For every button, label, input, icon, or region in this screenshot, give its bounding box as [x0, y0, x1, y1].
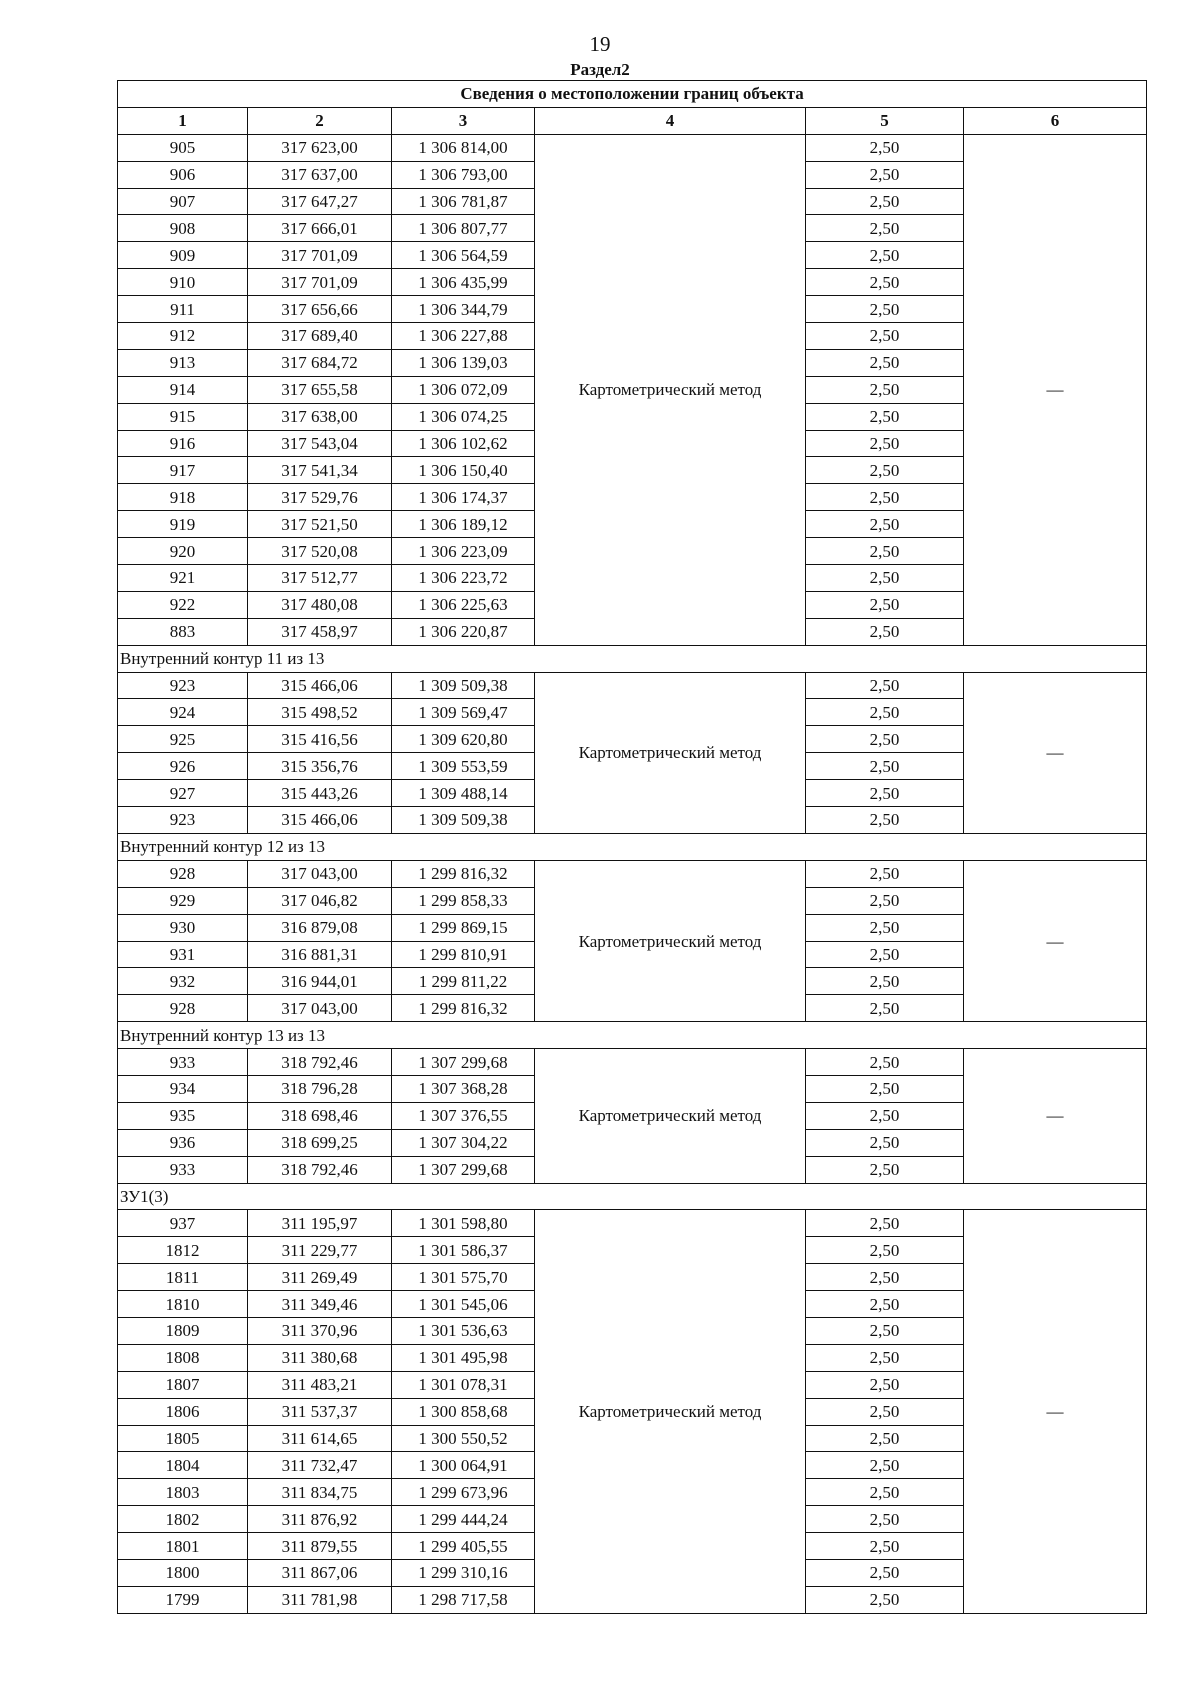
y-coordinate-cell: 1 307 304,22 [392, 1129, 535, 1156]
table-caption-row [118, 81, 1147, 108]
point-number-cell: 933 [118, 1156, 248, 1183]
point-number-cell: 1812 [118, 1237, 248, 1264]
table-body [118, 134, 1147, 1613]
point-number-cell: 1800 [118, 1559, 248, 1586]
accuracy-cell: 2,50 [806, 1129, 964, 1156]
point-number-cell: 906 [118, 161, 248, 188]
accuracy-cell: 2,50 [806, 968, 964, 995]
x-coordinate-cell: 317 623,00 [248, 134, 392, 161]
accuracy-cell: 2,50 [806, 134, 964, 161]
accuracy-cell: 2,50 [806, 780, 964, 807]
column-header-2: 2 [248, 107, 392, 134]
y-coordinate-cell: 1 307 368,28 [392, 1075, 535, 1102]
y-coordinate-cell: 1 309 569,47 [392, 699, 535, 726]
accuracy-cell: 2,50 [806, 1291, 964, 1318]
accuracy-cell: 2,50 [806, 672, 964, 699]
point-number-cell: 921 [118, 565, 248, 592]
y-coordinate-cell: 1 306 814,00 [392, 134, 535, 161]
y-coordinate-cell: 1 306 225,63 [392, 591, 535, 618]
point-number-cell: 1811 [118, 1264, 248, 1291]
accuracy-cell: 2,50 [806, 995, 964, 1022]
x-coordinate-cell: 311 483,21 [248, 1371, 392, 1398]
point-number-cell: 933 [118, 1049, 248, 1076]
point-number-cell: 918 [118, 484, 248, 511]
table-row [118, 860, 1147, 887]
x-coordinate-cell: 311 537,37 [248, 1398, 392, 1425]
y-coordinate-cell: 1 309 620,80 [392, 726, 535, 753]
point-number-cell: 926 [118, 753, 248, 780]
x-coordinate-cell: 317 543,04 [248, 430, 392, 457]
method-cell: Картометрический метод [535, 860, 806, 1021]
x-coordinate-cell: 317 046,82 [248, 887, 392, 914]
y-coordinate-cell: 1 307 376,55 [392, 1102, 535, 1129]
note-cell: — [964, 1210, 1147, 1613]
x-coordinate-cell: 315 416,56 [248, 726, 392, 753]
accuracy-cell: 2,50 [806, 1452, 964, 1479]
method-cell: Картометрический метод [535, 1049, 806, 1183]
method-cell: Картометрический метод [535, 672, 806, 833]
y-coordinate-cell: 1 306 150,40 [392, 457, 535, 484]
accuracy-cell: 2,50 [806, 296, 964, 323]
point-number-cell: 1806 [118, 1398, 248, 1425]
point-number-cell: 922 [118, 591, 248, 618]
point-number-cell: 908 [118, 215, 248, 242]
y-coordinate-cell: 1 299 405,55 [392, 1533, 535, 1560]
x-coordinate-cell: 317 541,34 [248, 457, 392, 484]
y-coordinate-cell: 1 306 223,09 [392, 538, 535, 565]
accuracy-cell: 2,50 [806, 860, 964, 887]
contour-label: Внутренний контур 13 из 13 [118, 1022, 1147, 1049]
accuracy-cell: 2,50 [806, 161, 964, 188]
x-coordinate-cell: 317 043,00 [248, 995, 392, 1022]
accuracy-cell: 2,50 [806, 618, 964, 645]
x-coordinate-cell: 315 466,06 [248, 672, 392, 699]
note-cell: — [964, 134, 1147, 645]
accuracy-cell: 2,50 [806, 1344, 964, 1371]
x-coordinate-cell: 317 701,09 [248, 242, 392, 269]
accuracy-cell: 2,50 [806, 807, 964, 834]
contour-label-row [118, 1022, 1147, 1049]
point-number-cell: 925 [118, 726, 248, 753]
note-cell: — [964, 672, 1147, 833]
point-number-cell: 923 [118, 807, 248, 834]
accuracy-cell: 2,50 [806, 538, 964, 565]
point-number-cell: 928 [118, 860, 248, 887]
x-coordinate-cell: 317 512,77 [248, 565, 392, 592]
table-row [118, 1049, 1147, 1076]
point-number-cell: 1799 [118, 1586, 248, 1613]
column-header-5: 5 [806, 107, 964, 134]
accuracy-cell: 2,50 [806, 726, 964, 753]
x-coordinate-cell: 311 229,77 [248, 1237, 392, 1264]
column-header-1: 1 [118, 107, 248, 134]
accuracy-cell: 2,50 [806, 376, 964, 403]
accuracy-cell: 2,50 [806, 941, 964, 968]
x-coordinate-cell: 317 521,50 [248, 511, 392, 538]
contour-label: Внутренний контур 11 из 13 [118, 645, 1147, 672]
y-coordinate-cell: 1 301 598,80 [392, 1210, 535, 1237]
point-number-cell: 932 [118, 968, 248, 995]
accuracy-cell: 2,50 [806, 349, 964, 376]
x-coordinate-cell: 311 781,98 [248, 1586, 392, 1613]
point-number-cell: 920 [118, 538, 248, 565]
point-number-cell: 910 [118, 269, 248, 296]
accuracy-cell: 2,50 [806, 1479, 964, 1506]
accuracy-cell: 2,50 [806, 511, 964, 538]
y-coordinate-cell: 1 301 586,37 [392, 1237, 535, 1264]
x-coordinate-cell: 315 356,76 [248, 753, 392, 780]
accuracy-cell: 2,50 [806, 1506, 964, 1533]
x-coordinate-cell: 311 195,97 [248, 1210, 392, 1237]
accuracy-cell: 2,50 [806, 1533, 964, 1560]
y-coordinate-cell: 1 299 810,91 [392, 941, 535, 968]
x-coordinate-cell: 311 876,92 [248, 1506, 392, 1533]
point-number-cell: 1808 [118, 1344, 248, 1371]
boundary-coordinates-table [117, 80, 1147, 1614]
point-number-cell: 912 [118, 323, 248, 350]
column-header-6: 6 [964, 107, 1147, 134]
x-coordinate-cell: 318 792,46 [248, 1049, 392, 1076]
table-caption: Сведения о местоположении границ объекта [118, 81, 1147, 108]
accuracy-cell: 2,50 [806, 403, 964, 430]
y-coordinate-cell: 1 301 078,31 [392, 1371, 535, 1398]
x-coordinate-cell: 318 699,25 [248, 1129, 392, 1156]
y-coordinate-cell: 1 306 435,99 [392, 269, 535, 296]
point-number-cell: 907 [118, 188, 248, 215]
x-coordinate-cell: 311 349,46 [248, 1291, 392, 1318]
y-coordinate-cell: 1 301 545,06 [392, 1291, 535, 1318]
x-coordinate-cell: 315 466,06 [248, 807, 392, 834]
y-coordinate-cell: 1 306 220,87 [392, 618, 535, 645]
accuracy-cell: 2,50 [806, 699, 964, 726]
point-number-cell: 917 [118, 457, 248, 484]
y-coordinate-cell: 1 306 223,72 [392, 565, 535, 592]
point-number-cell: 1804 [118, 1452, 248, 1479]
point-number-cell: 1809 [118, 1317, 248, 1344]
point-number-cell: 916 [118, 430, 248, 457]
accuracy-cell: 2,50 [806, 430, 964, 457]
y-coordinate-cell: 1 306 189,12 [392, 511, 535, 538]
accuracy-cell: 2,50 [806, 1559, 964, 1586]
y-coordinate-cell: 1 299 811,22 [392, 968, 535, 995]
y-coordinate-cell: 1 301 575,70 [392, 1264, 535, 1291]
accuracy-cell: 2,50 [806, 1156, 964, 1183]
y-coordinate-cell: 1 300 550,52 [392, 1425, 535, 1452]
y-coordinate-cell: 1 306 564,59 [392, 242, 535, 269]
point-number-cell: 935 [118, 1102, 248, 1129]
x-coordinate-cell: 311 834,75 [248, 1479, 392, 1506]
accuracy-cell: 2,50 [806, 1264, 964, 1291]
accuracy-cell: 2,50 [806, 457, 964, 484]
point-number-cell: 919 [118, 511, 248, 538]
x-coordinate-cell: 311 269,49 [248, 1264, 392, 1291]
point-number-cell: 924 [118, 699, 248, 726]
point-number-cell: 931 [118, 941, 248, 968]
accuracy-cell: 2,50 [806, 1317, 964, 1344]
x-coordinate-cell: 317 458,97 [248, 618, 392, 645]
y-coordinate-cell: 1 306 793,00 [392, 161, 535, 188]
y-coordinate-cell: 1 299 816,32 [392, 860, 535, 887]
point-number-cell: 905 [118, 134, 248, 161]
x-coordinate-cell: 317 043,00 [248, 860, 392, 887]
y-coordinate-cell: 1 306 072,09 [392, 376, 535, 403]
point-number-cell: 1805 [118, 1425, 248, 1452]
y-coordinate-cell: 1 298 717,58 [392, 1586, 535, 1613]
y-coordinate-cell: 1 306 781,87 [392, 188, 535, 215]
x-coordinate-cell: 316 881,31 [248, 941, 392, 968]
y-coordinate-cell: 1 309 488,14 [392, 780, 535, 807]
method-cell: Картометрический метод [535, 1210, 806, 1613]
y-coordinate-cell: 1 300 858,68 [392, 1398, 535, 1425]
y-coordinate-cell: 1 309 509,38 [392, 672, 535, 699]
accuracy-cell: 2,50 [806, 753, 964, 780]
accuracy-cell: 2,50 [806, 1049, 964, 1076]
x-coordinate-cell: 317 656,66 [248, 296, 392, 323]
point-number-cell: 1802 [118, 1506, 248, 1533]
accuracy-cell: 2,50 [806, 1075, 964, 1102]
y-coordinate-cell: 1 301 495,98 [392, 1344, 535, 1371]
y-coordinate-cell: 1 299 858,33 [392, 887, 535, 914]
note-cell: — [964, 1049, 1147, 1183]
x-coordinate-cell: 317 666,01 [248, 215, 392, 242]
contour-label-row [118, 833, 1147, 860]
x-coordinate-cell: 317 480,08 [248, 591, 392, 618]
y-coordinate-cell: 1 309 553,59 [392, 753, 535, 780]
x-coordinate-cell: 316 944,01 [248, 968, 392, 995]
y-coordinate-cell: 1 301 536,63 [392, 1317, 535, 1344]
accuracy-cell: 2,50 [806, 1425, 964, 1452]
point-number-cell: 923 [118, 672, 248, 699]
contour-label: ЗУ1(3) [118, 1183, 1147, 1210]
y-coordinate-cell: 1 306 227,88 [392, 323, 535, 350]
x-coordinate-cell: 317 520,08 [248, 538, 392, 565]
point-number-cell: 914 [118, 376, 248, 403]
accuracy-cell: 2,50 [806, 242, 964, 269]
y-coordinate-cell: 1 306 344,79 [392, 296, 535, 323]
accuracy-cell: 2,50 [806, 484, 964, 511]
table-header-row [118, 107, 1147, 134]
y-coordinate-cell: 1 309 509,38 [392, 807, 535, 834]
x-coordinate-cell: 311 370,96 [248, 1317, 392, 1344]
y-coordinate-cell: 1 299 444,24 [392, 1506, 535, 1533]
x-coordinate-cell: 311 380,68 [248, 1344, 392, 1371]
contour-label-row [118, 1183, 1147, 1210]
x-coordinate-cell: 315 498,52 [248, 699, 392, 726]
accuracy-cell: 2,50 [806, 1210, 964, 1237]
x-coordinate-cell: 316 879,08 [248, 914, 392, 941]
y-coordinate-cell: 1 299 816,32 [392, 995, 535, 1022]
point-number-cell: 928 [118, 995, 248, 1022]
contour-label-row [118, 645, 1147, 672]
y-coordinate-cell: 1 306 174,37 [392, 484, 535, 511]
x-coordinate-cell: 317 529,76 [248, 484, 392, 511]
x-coordinate-cell: 315 443,26 [248, 780, 392, 807]
y-coordinate-cell: 1 300 064,91 [392, 1452, 535, 1479]
point-number-cell: 929 [118, 887, 248, 914]
method-cell: Картометрический метод [535, 134, 806, 645]
point-number-cell: 1801 [118, 1533, 248, 1560]
accuracy-cell: 2,50 [806, 1398, 964, 1425]
column-header-3: 3 [392, 107, 535, 134]
accuracy-cell: 2,50 [806, 565, 964, 592]
page-number: 19 [589, 32, 611, 56]
accuracy-cell: 2,50 [806, 914, 964, 941]
point-number-cell: 927 [118, 780, 248, 807]
point-number-cell: 1807 [118, 1371, 248, 1398]
x-coordinate-cell: 317 701,09 [248, 269, 392, 296]
y-coordinate-cell: 1 306 074,25 [392, 403, 535, 430]
point-number-cell: 934 [118, 1075, 248, 1102]
accuracy-cell: 2,50 [806, 1237, 964, 1264]
accuracy-cell: 2,50 [806, 1586, 964, 1613]
accuracy-cell: 2,50 [806, 1102, 964, 1129]
y-coordinate-cell: 1 306 102,62 [392, 430, 535, 457]
table-row [118, 1210, 1147, 1237]
x-coordinate-cell: 317 638,00 [248, 403, 392, 430]
point-number-cell: 915 [118, 403, 248, 430]
contour-label: Внутренний контур 12 из 13 [118, 833, 1147, 860]
x-coordinate-cell: 317 655,58 [248, 376, 392, 403]
point-number-cell: 1803 [118, 1479, 248, 1506]
point-number-cell: 913 [118, 349, 248, 376]
accuracy-cell: 2,50 [806, 1371, 964, 1398]
x-coordinate-cell: 311 614,65 [248, 1425, 392, 1452]
column-header-4: 4 [535, 107, 806, 134]
point-number-cell: 883 [118, 618, 248, 645]
x-coordinate-cell: 318 698,46 [248, 1102, 392, 1129]
y-coordinate-cell: 1 307 299,68 [392, 1156, 535, 1183]
accuracy-cell: 2,50 [806, 188, 964, 215]
point-number-cell: 936 [118, 1129, 248, 1156]
section-title: Раздел2 [570, 60, 630, 79]
point-number-cell: 909 [118, 242, 248, 269]
y-coordinate-cell: 1 307 299,68 [392, 1049, 535, 1076]
y-coordinate-cell: 1 299 310,16 [392, 1559, 535, 1586]
y-coordinate-cell: 1 299 673,96 [392, 1479, 535, 1506]
x-coordinate-cell: 317 647,27 [248, 188, 392, 215]
x-coordinate-cell: 311 867,06 [248, 1559, 392, 1586]
x-coordinate-cell: 317 684,72 [248, 349, 392, 376]
table-row [118, 134, 1147, 161]
y-coordinate-cell: 1 306 807,77 [392, 215, 535, 242]
y-coordinate-cell: 1 306 139,03 [392, 349, 535, 376]
accuracy-cell: 2,50 [806, 591, 964, 618]
point-number-cell: 1810 [118, 1291, 248, 1318]
x-coordinate-cell: 318 796,28 [248, 1075, 392, 1102]
point-number-cell: 911 [118, 296, 248, 323]
x-coordinate-cell: 317 689,40 [248, 323, 392, 350]
x-coordinate-cell: 311 879,55 [248, 1533, 392, 1560]
x-coordinate-cell: 311 732,47 [248, 1452, 392, 1479]
x-coordinate-cell: 317 637,00 [248, 161, 392, 188]
note-cell: — [964, 860, 1147, 1021]
accuracy-cell: 2,50 [806, 887, 964, 914]
accuracy-cell: 2,50 [806, 215, 964, 242]
point-number-cell: 930 [118, 914, 248, 941]
accuracy-cell: 2,50 [806, 269, 964, 296]
point-number-cell: 937 [118, 1210, 248, 1237]
accuracy-cell: 2,50 [806, 323, 964, 350]
table-row [118, 672, 1147, 699]
y-coordinate-cell: 1 299 869,15 [392, 914, 535, 941]
x-coordinate-cell: 318 792,46 [248, 1156, 392, 1183]
